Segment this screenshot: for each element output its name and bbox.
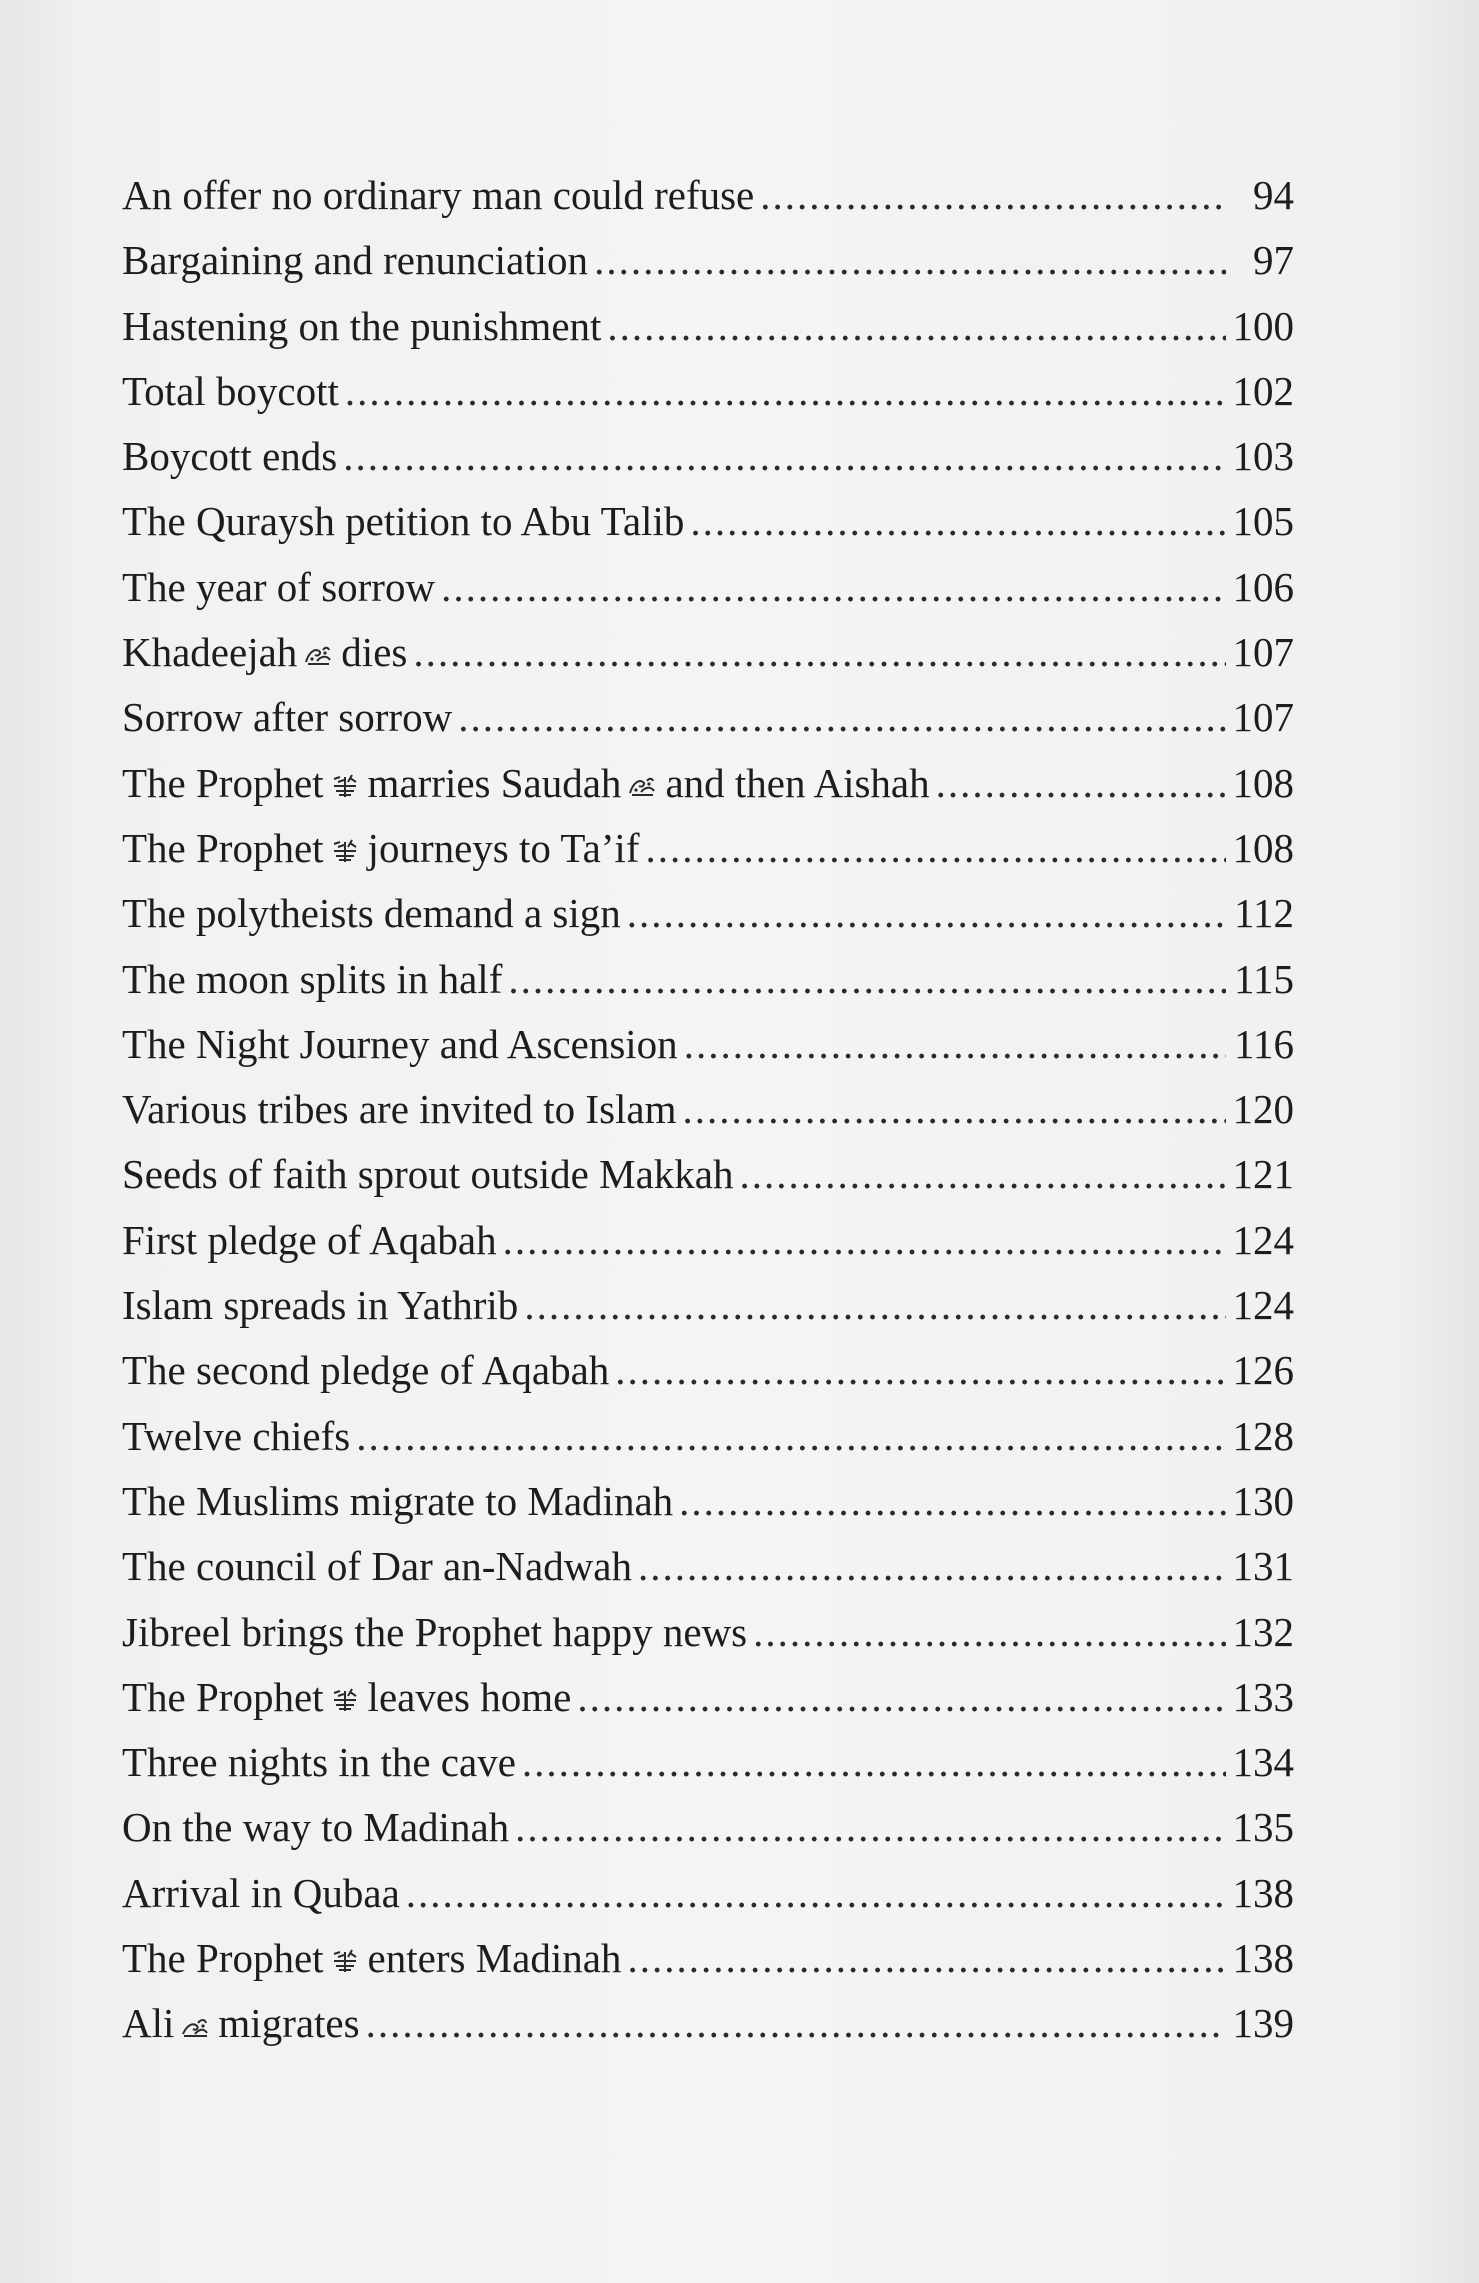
dot-leader <box>345 359 1226 424</box>
radiyallahu-anha-icon <box>627 773 657 799</box>
dot-leader <box>503 1208 1226 1273</box>
dot-leader <box>343 424 1226 489</box>
page-number: 132 <box>1232 1608 1294 1655</box>
page-number: 100 <box>1232 302 1294 349</box>
page-number: 105 <box>1232 498 1294 545</box>
entry-title: Three nights in the cave <box>122 1739 516 1786</box>
entry-title-start: The Prophet <box>122 1935 324 1982</box>
toc-entry <box>122 947 1294 1012</box>
dot-leader <box>356 1404 1226 1469</box>
page-number: 134 <box>1232 1739 1294 1786</box>
page-number: 124 <box>1232 1216 1294 1263</box>
entry-title <box>122 1926 621 1991</box>
entry-title: The second pledge of Aqabah <box>122 1347 610 1394</box>
entry-title: The Night Journey and Ascension <box>122 1020 678 1067</box>
toc-entry <box>122 881 1294 946</box>
page-number: 94 <box>1253 172 1294 218</box>
entry-title: On the way to Madinah <box>122 1804 510 1851</box>
toc-entry <box>122 1208 1294 1273</box>
entry-title-middle: marries Saudah <box>367 759 622 806</box>
toc-entry <box>122 1012 1294 1077</box>
entry-title: Total boycott <box>122 367 339 414</box>
dot-leader <box>645 816 1226 881</box>
entry-title: Boycott ends <box>122 433 338 480</box>
entry-title: Seeds of faith sprout outside Makkah <box>122 1151 734 1198</box>
entry-title: An offer no ordinary man could refuse <box>122 172 755 218</box>
toc-entry <box>122 620 1294 685</box>
page-number: 138 <box>1232 1869 1294 1916</box>
table-of-contents <box>122 163 1294 2057</box>
page-number: 120 <box>1232 1086 1294 1133</box>
dot-leader <box>413 620 1226 685</box>
dot-leader <box>508 947 1226 1012</box>
sallallahu-alayhi-wasallam-icon <box>330 1687 360 1713</box>
page-number: 121 <box>1232 1151 1294 1198</box>
dot-leader <box>577 1665 1226 1730</box>
page-number: 126 <box>1232 1347 1294 1394</box>
dot-leader <box>627 881 1226 946</box>
page-number: 133 <box>1232 1673 1294 1720</box>
entry-title <box>122 1991 360 2056</box>
page-number: 107 <box>1232 629 1294 676</box>
toc-entry <box>122 359 1294 424</box>
toc-entry <box>122 228 1294 293</box>
toc-entry <box>122 1273 1294 1338</box>
toc-entry <box>122 816 1294 881</box>
toc-entry <box>122 1795 1294 1860</box>
entry-title: The council of Dar an-Nadwah <box>122 1543 632 1590</box>
dot-leader <box>679 1469 1226 1534</box>
dot-leader <box>753 1600 1226 1665</box>
entry-title: Twelve chiefs <box>122 1412 351 1459</box>
dot-leader <box>458 685 1226 750</box>
entry-title: First pledge of Aqabah <box>122 1216 497 1263</box>
dot-leader <box>690 489 1226 554</box>
entry-title: Bargaining and renunciation <box>122 237 589 284</box>
entry-title-end: journeys to Ta’if <box>367 824 640 871</box>
toc-entry <box>122 1469 1294 1534</box>
page-number: 103 <box>1232 433 1294 480</box>
entry-title-start: Ali <box>122 2000 175 2047</box>
dot-leader <box>524 1273 1226 1338</box>
page-number: 116 <box>1234 1020 1294 1067</box>
entry-title-end: migrates <box>218 2000 360 2047</box>
entry-title: Islam spreads in Yathrib <box>122 1282 519 1329</box>
toc-entry <box>122 685 1294 750</box>
dot-leader <box>366 1991 1226 2056</box>
entry-title: Hastening on the punishment <box>122 302 602 349</box>
page-number: 106 <box>1232 563 1294 610</box>
toc-entry <box>122 555 1294 620</box>
entry-title: Jibreel brings the Prophet happy news <box>122 1608 748 1655</box>
toc-entry <box>122 424 1294 489</box>
entry-title-start: The Prophet <box>122 759 324 806</box>
dot-leader <box>684 1012 1226 1077</box>
page-number: 131 <box>1232 1543 1294 1590</box>
radiyallahu-anhu-icon <box>180 2013 210 2039</box>
dot-leader <box>594 228 1226 293</box>
dot-leader <box>615 1338 1226 1403</box>
entry-title <box>122 620 407 685</box>
entry-title: The moon splits in half <box>122 955 503 1002</box>
dot-leader <box>936 751 1226 816</box>
entry-title <box>122 751 930 816</box>
page-number: 112 <box>1234 890 1294 937</box>
toc-entry <box>122 1600 1294 1665</box>
toc-entry <box>122 294 1294 359</box>
entry-title: The Muslims migrate to Madinah <box>122 1477 674 1524</box>
page-number: 107 <box>1232 694 1294 741</box>
entry-title: The year of sorrow <box>122 563 436 610</box>
dot-leader <box>739 1142 1226 1207</box>
toc-entry <box>122 1077 1294 1142</box>
toc-entry <box>122 1338 1294 1403</box>
entry-title-start: The Prophet <box>122 824 324 871</box>
toc-entry <box>122 163 1294 228</box>
page-number: 130 <box>1232 1477 1294 1524</box>
entry-title: Arrival in Qubaa <box>122 1869 400 1916</box>
sallallahu-alayhi-wasallam-icon <box>330 773 360 799</box>
dot-leader <box>638 1534 1226 1599</box>
page-number: 128 <box>1232 1412 1294 1459</box>
page-number: 108 <box>1232 759 1294 806</box>
entry-title: Various tribes are invited to Islam <box>122 1086 677 1133</box>
sallallahu-alayhi-wasallam-icon <box>330 1948 360 1974</box>
entry-title: Sorrow after sorrow <box>122 694 453 741</box>
entry-title-end: leaves home <box>367 1673 572 1720</box>
dot-leader <box>627 1926 1226 1991</box>
entry-title <box>122 1665 571 1730</box>
toc-entry <box>122 1534 1294 1599</box>
dot-leader <box>607 294 1226 359</box>
entry-title-start: Khadeejah <box>122 629 298 676</box>
entry-title-start: The Prophet <box>122 1673 324 1720</box>
entry-title: The Quraysh petition to Abu Talib <box>122 498 685 545</box>
page-number: 135 <box>1232 1804 1294 1851</box>
toc-entry <box>122 1665 1294 1730</box>
sallallahu-alayhi-wasallam-icon <box>330 838 360 864</box>
dot-leader <box>760 163 1226 228</box>
dot-leader <box>441 555 1226 620</box>
toc-entry <box>122 1861 1294 1926</box>
entry-title-end: enters Madinah <box>367 1935 622 1982</box>
page-number: 102 <box>1232 367 1294 414</box>
toc-entry <box>122 1142 1294 1207</box>
entry-title-end: dies <box>341 629 408 676</box>
page-number: 139 <box>1232 2000 1294 2047</box>
dot-leader <box>406 1861 1226 1926</box>
toc-entry <box>122 489 1294 554</box>
page-number: 115 <box>1234 955 1294 1002</box>
page-number: 138 <box>1232 1935 1294 1982</box>
dot-leader <box>522 1730 1226 1795</box>
dot-leader <box>683 1077 1226 1142</box>
toc-entry <box>122 1404 1294 1469</box>
radiyallahu-anha-icon <box>303 642 333 668</box>
entry-title <box>122 816 639 881</box>
page-number: 97 <box>1253 237 1294 284</box>
page-number: 108 <box>1232 824 1294 871</box>
toc-entry <box>122 1730 1294 1795</box>
toc-entry <box>122 1991 1294 2056</box>
entry-title-end: and then Aishah <box>665 759 930 806</box>
toc-entry <box>122 1926 1294 1991</box>
dot-leader <box>515 1795 1226 1860</box>
toc-entry <box>122 751 1294 816</box>
entry-title: The polytheists demand a sign <box>122 890 621 937</box>
page-number: 124 <box>1232 1282 1294 1329</box>
